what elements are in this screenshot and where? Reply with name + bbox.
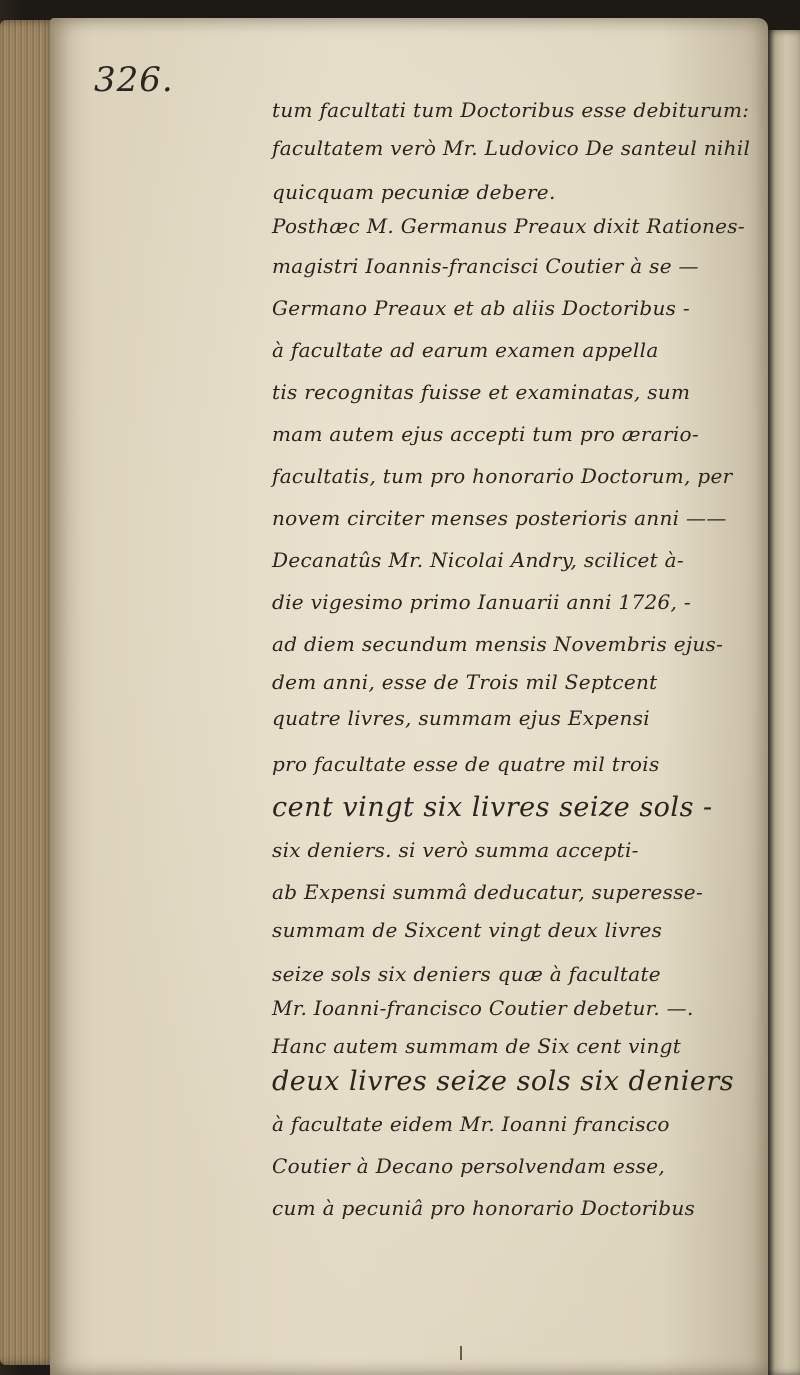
manuscript-line: summam de Sixcent vingt deux livres (272, 918, 663, 942)
manuscript-line: Mr. Ioanni-francisco Coutier debetur. —. (272, 996, 694, 1020)
manuscript-line: Posthæc M. Germanus Preaux dixit Rationes- (272, 214, 745, 238)
manuscript-line: magistri Ioannis-francisci Coutier à se — (272, 254, 699, 278)
manuscript-line: mam autem ejus accepti tum pro ærario- (272, 422, 699, 446)
manuscript-line: Germano Preaux et ab aliis Doctoribus - (272, 296, 690, 320)
page-number: 326. (94, 60, 174, 100)
manuscript-line: à facultate eidem Mr. Ioanni francisco (272, 1112, 670, 1136)
manuscript-line: novem circiter menses posterioris anni —— (272, 506, 727, 530)
manuscript-line: tum facultati tum Doctoribus esse debiturum: (272, 98, 750, 122)
manuscript-line: dem anni, esse de Trois mil Septcent (272, 670, 658, 694)
manuscript-line: tis recognitas fuisse et examinatas, sum (272, 380, 691, 404)
manuscript-line: ad diem secundum mensis Novembris ejus- (272, 632, 724, 656)
manuscript-line: quicquam pecuniæ debere. (272, 180, 556, 204)
manuscript-line: seize sols six deniers quæ à facultate (272, 962, 661, 986)
manuscript-line: cum à pecuniâ pro honorario Doctoribus (272, 1196, 696, 1220)
manuscript-line: facultatem verò Mr. Ludovico De santeul nihil (272, 136, 751, 160)
manuscript-page (50, 18, 768, 1375)
manuscript-line: Hanc autem summam de Six cent vingt (272, 1034, 682, 1058)
manuscript-line: die vigesimo primo Ianuarii anni 1726, - (272, 590, 691, 614)
manuscript-line: facultatis, tum pro honorario Doctorum, per (272, 464, 733, 488)
manuscript-line: quatre livres, summam ejus Expensi (272, 706, 650, 730)
manuscript-line: Coutier à Decano persolvendam esse, (272, 1154, 665, 1178)
manuscript-line: à facultate ad earum examen appella (272, 338, 659, 362)
manuscript-line: deux livres seize sols six deniers (272, 1066, 735, 1097)
manuscript-line: pro facultate esse de quatre mil trois (272, 752, 660, 776)
manuscript-line: ab Expensi summâ deducatur, superesse- (272, 880, 703, 904)
manuscript-line: cent vingt six livres seize sols - (272, 792, 713, 823)
manuscript-line: Decanatûs Mr. Nicolai Andry, scilicet à- (272, 548, 684, 572)
next-page-edge (766, 30, 800, 1375)
binding-thread-mark (460, 1346, 462, 1360)
manuscript-line: six deniers. si verò summa accepti- (272, 838, 639, 862)
